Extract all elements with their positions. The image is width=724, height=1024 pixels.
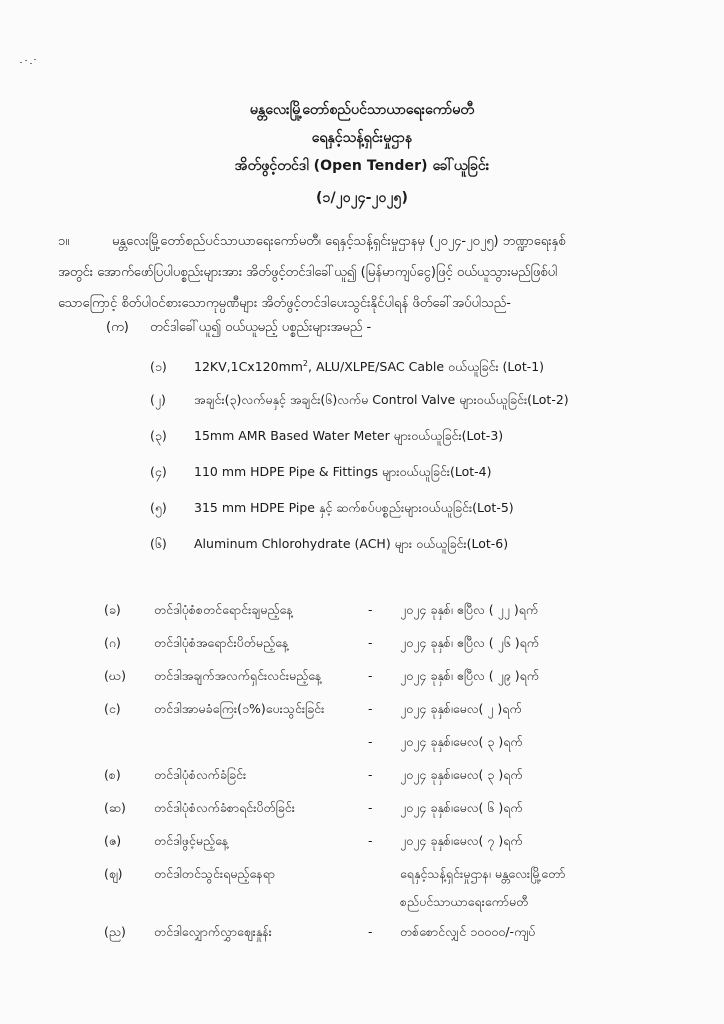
intro-line-2: အတွင်း အောက်ဖော်ပြပါပစ္စည်းများအား အိတ်ဖွင့်တင်ဒါခေါ်ယူ၍ (မြန်မာကျပ်ငွေ)ဖြင့် ဝယ်ယူသွားမည်ဖြစ်ပါ [58,265,558,280]
row-dash: - [368,701,373,716]
lot-text-suffix: , ALU/XLPE/SAC Cable ဝယ်ယူခြင်း (Lot-1) [308,359,545,375]
row-mark: (ဇ) [104,833,122,848]
lot-text: 110 mm HDPE Pipe & Fittings များဝယ်ယူခြင်း(Lot-4) [194,464,492,479]
schedule-row [104,920,704,953]
row-value-continued: စည်ပင်သာယာရေးကော်မတီ [400,894,529,909]
schedule-row [104,697,704,730]
schedule-row [104,796,704,829]
row-value: ၂၀၂၄ ခုနှစ်၊မေလ( ၆ )ရက် [400,800,523,815]
lot-text: အချင်း(၃)လက်မနှင့် အချင်း(၆)လက်မ Control Valve များဝယ်ယူခြင်း(Lot-2) [194,392,569,407]
row-dash: - [368,602,373,617]
row-label: တင်ဒါအချက်အလက်ရှင်းလင်းမည့်နေ့ [154,668,322,683]
scan-speck [20,58,38,66]
list-item [150,424,690,460]
lot-text: Aluminum Chlorohydrate (ACH) များ ဝယ်ယူခြင်း(Lot-6) [194,536,509,551]
lot-list [150,352,690,568]
schedule-row [104,862,704,909]
list-item [150,532,690,568]
row-value: ၂၀၂၄ ခုနှစ်၊ ဧပြီလ ( ၂၂ )ရက် [400,602,539,617]
schedule-table [104,598,704,953]
row-dash: - [368,668,373,683]
row-value: တစ်စောင်လျှင် ၁၀၀၀၀/-ကျပ် [400,924,536,939]
list-item [150,388,690,424]
row-mark: (ည) [104,924,126,939]
lot-number: (၆) [150,536,167,551]
row-value: ၂၀၂၄ ခုနှစ်၊မေလ( ၃ )ရက် [400,767,523,782]
row-label: တင်ဒါအာမခံကြေး(၁%)ပေးသွင်းခြင်း [154,701,325,716]
document-header [0,96,724,212]
lot-number: (၂) [150,392,166,407]
document-title: အိတ်ဖွင့်တင်ဒါ (Open Tender) ခေါ်ယူခြင်း [234,158,490,174]
row-value: ၂၀၂၄ ခုနှစ်၊ ဧပြီလ ( ၂၆ )ရက် [400,635,540,650]
row-label: တင်ဒါတင်သွင်းရမည့်နေရာ [154,866,276,881]
lot-superscript: 2 [302,359,309,368]
row-value: ၂၀၂၄ ခုနှစ်၊မေလ( ၃ )ရက် [400,734,523,749]
row-dash: - [368,635,373,650]
schedule-row [104,598,704,631]
paragraph-number: ၁။ [58,234,70,249]
row-dash: - [368,767,373,782]
lot-text: 15mm AMR Based Water Meter များဝယ်ယူခြင်း(Lot-3) [194,428,504,443]
row-dash: - [368,833,373,848]
row-mark: (ဆ) [104,800,126,815]
row-label: တင်ဒါဖွင့်မည့်နေ့ [154,833,229,848]
row-mark: (ဈ) [104,866,123,881]
row-mark: (ခ) [104,602,121,617]
row-mark: (ဂ) [104,635,121,650]
row-label: တင်ဒါပုံစံလက်ခံစာရင်းပိတ်ခြင်း [154,800,295,815]
schedule-row [104,730,704,763]
schedule-row [104,664,704,697]
list-item [150,352,690,388]
list-item [150,460,690,496]
row-value: ၂၀၂၄ ခုနှစ်၊မေလ( ၂ )ရက် [400,701,522,716]
lot-number: (၄) [150,464,167,479]
row-dash: - [368,800,373,815]
lot-number: (၃) [150,428,167,443]
row-value: ရေနှင့်သန့်ရှင်းမှုဌာန၊ မန္တလေးမြို့တော် [400,866,566,881]
row-label: တင်ဒါပုံစံစတင်ရောင်းချမည့်နေ့ [154,602,293,617]
lot-number: (၅) [150,500,167,515]
items-heading [106,316,371,340]
intro-line-1: မန္တလေးမြို့တော်စည်ပင်သာယာရေးကော်မတီ၊ ရေနှင့်သန့်ရှင်းမှုဌာနမှ (၂၀၂၄-၂၀၂၅) ဘဏ္ဍာရေးနှစ် [112,234,566,249]
lot-text: 12KV,1Cx120mm [194,359,303,375]
row-value: ၂၀၂၄ ခုနှစ်၊ ဧပြီလ ( ၂၉ )ရက် [400,668,540,683]
row-label: တင်ဒါပုံစံလက်ခံခြင်း [154,767,247,782]
row-label: တင်ဒါပုံစံအရောင်းပိတ်မည့်နေ့ [154,635,289,650]
items-heading-mark: (က) [106,320,129,335]
intro-paragraph [58,226,678,319]
row-dash: - [368,924,373,939]
row-mark: (စ) [104,767,121,782]
items-heading-label: တင်ဒါခေါ်ယူ၍ ဝယ်ယူမည့် ပစ္စည်းများအမည် - [150,320,372,335]
row-mark: (င) [104,701,121,716]
lot-number: (၁) [150,359,167,375]
schedule-row [104,631,704,664]
schedule-row [104,763,704,796]
row-mark: (ဃ) [104,668,126,683]
schedule-row [104,829,704,862]
tender-number: (၁/၂၀၂၄-၂၀၂၅) [316,190,408,206]
lot-text: 315 mm HDPE Pipe နှင့် ဆက်စပ်ပစ္စည်းများဝယ်ယူခြင်း(Lot-5) [194,500,514,515]
intro-line-3: သောကြောင့် စိတ်ပါဝင်စားသောကုမ္ပဏီများ အိတ်ဖွင့်တင်ဒါပေးသွင်းနိုင်ပါရန် ဖိတ်ခေါ်အပ်ပါသည်- [58,296,511,311]
row-dash: - [368,734,373,749]
row-label: တင်ဒါလျှောက်လွှာဈေးနှုန်း [154,924,272,939]
department-name: ရေနှင့်သန့်ရှင်းမှုဌာန [311,130,413,146]
organization-name: မန္တလေးမြို့တော်စည်ပင်သာယာရေးကော်မတီ [249,102,475,118]
list-item [150,496,690,532]
row-value: ၂၀၂၄ ခုနှစ်၊မေလ( ၇ )ရက် [400,833,523,848]
